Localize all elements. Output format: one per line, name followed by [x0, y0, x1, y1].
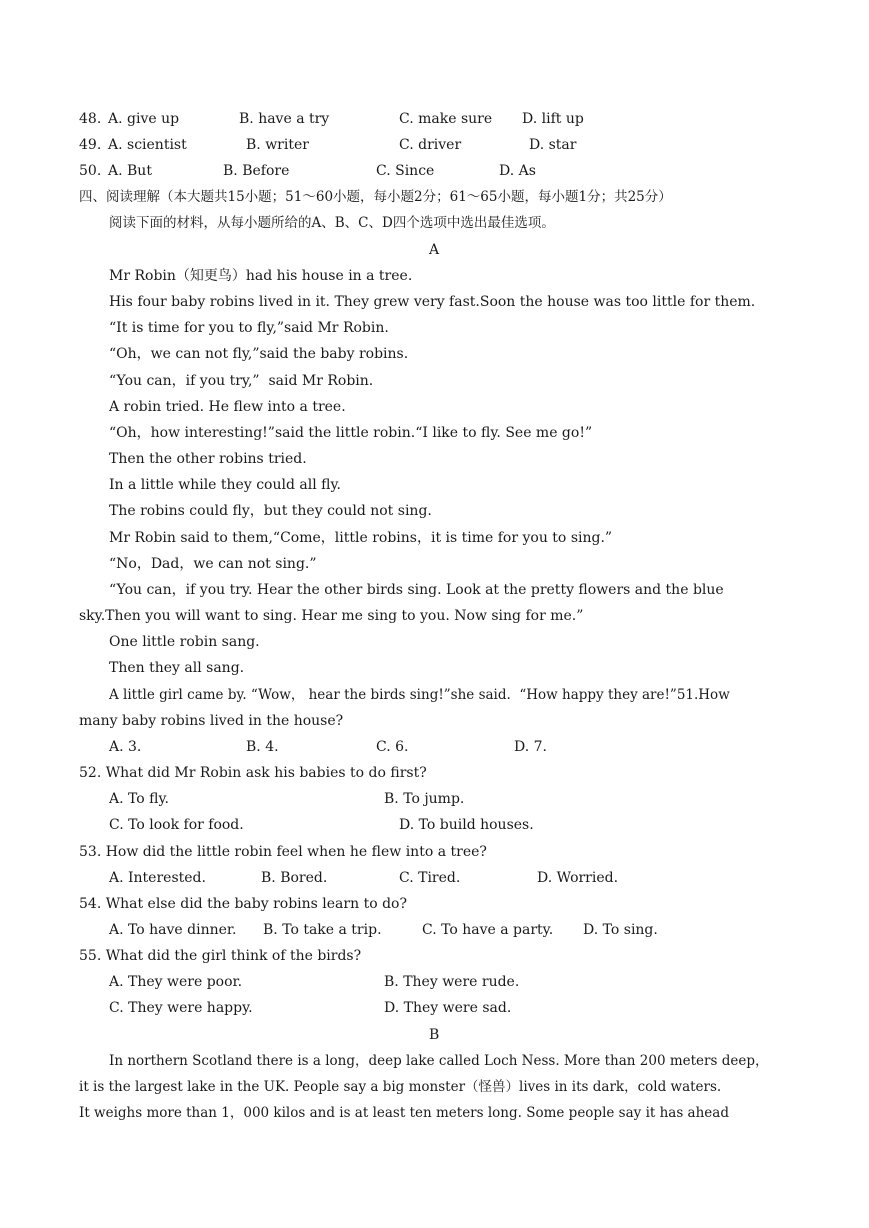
option-c: C. Since	[376, 163, 435, 179]
passage-line: Then they all sang.	[109, 660, 245, 676]
passage-line: In northern Scotland there is a long，deep lake called Loch Ness. More than 200 meters deep，	[109, 1053, 769, 1069]
option-c: C. To look for food.	[109, 817, 244, 833]
option-a: A. give up	[108, 111, 180, 127]
option-b: B. writer	[246, 137, 309, 153]
option-c: C. To have a party.	[422, 922, 554, 938]
passage-line: “Oh，how interesting!”said the little robin.“I like to fly. See me go!”	[109, 425, 593, 441]
passage-a-label: A	[429, 242, 440, 258]
passage-line: A robin tried. He flew into a tree.	[109, 399, 346, 415]
option-b: B. have a try	[239, 111, 330, 127]
option-c: C. They were happy.	[109, 1000, 253, 1016]
option-a: A. To have dinner.	[109, 922, 237, 938]
question-stem: 55. What did the girl think of the birds?	[79, 948, 362, 964]
section-instruction: 阅读下面的材料，从每小题所给的A、B、C、D四个选项中选出最佳选项。	[109, 215, 555, 231]
question-number: 48.	[79, 111, 102, 127]
passage-line: “You can，if you try,” said Mr Robin.	[109, 373, 374, 389]
question-stem: 52. What did Mr Robin ask his babies to do first?	[79, 765, 427, 781]
passage-line: Mr Robin（知更鸟）had his house in a tree.	[109, 268, 413, 284]
option-b: B. They were rude.	[384, 974, 520, 990]
passage-line: In a little while they could all fly.	[109, 477, 341, 493]
passage-line: it is the largest lake in the UK. People say a big monster（怪兽）lives in its dark，cold waters.	[79, 1079, 722, 1095]
passage-line: The robins could fly，but they could not sing.	[109, 503, 432, 519]
option-c: C. make sure	[399, 111, 493, 127]
option-a: A. scientist	[108, 137, 187, 153]
passage-line: “No，Dad，we can not sing.”	[109, 556, 317, 572]
section-heading: 四、阅读理解（本大题共15小题；51～60小题，每小题2分；61～65小题，每小题1分；共25分）	[79, 189, 672, 205]
passage-line: Then the other robins tried.	[109, 451, 307, 467]
question-number: 50.	[79, 163, 102, 179]
option-a: A. Interested.	[109, 870, 206, 886]
option-d: D. star	[529, 137, 577, 153]
passage-line: “Oh，we can not fly,”said the baby robins.	[109, 346, 409, 362]
passage-line: His four baby robins lived in it. They grew very fast.Soon the house was too little for them.	[109, 294, 756, 310]
option-d: D. To sing.	[583, 922, 658, 938]
question-stem: 53. How did the little robin feel when he flew into a tree?	[79, 844, 487, 860]
passage-line: “You can，if you try. Hear the other birds sing. Look at the pretty flowers and the blue	[109, 582, 724, 598]
option-d: D. lift up	[522, 111, 584, 127]
option-b: B. Before	[223, 163, 290, 179]
passage-line: It weighs more than 1，000 kilos and is at least ten meters long. Some people say it has ahead	[79, 1105, 729, 1121]
option-b: B. To jump.	[384, 791, 465, 807]
question-number: 49.	[79, 137, 102, 153]
option-d: D. To build houses.	[399, 817, 534, 833]
option-a: A. They were poor.	[109, 974, 243, 990]
option-d: D. Worried.	[537, 870, 619, 886]
question-stem: 54. What else did the baby robins learn to do?	[79, 896, 407, 912]
option-a: A. 3.	[109, 739, 142, 755]
passage-b-label: B	[429, 1027, 440, 1043]
option-b: B. To take a trip.	[263, 922, 382, 938]
option-d: D. 7.	[514, 739, 547, 755]
passage-line: many baby robins lived in the house?	[79, 713, 344, 729]
passage-line: “It is time for you to fly,”said Mr Robin.	[109, 320, 389, 336]
option-b: B. 4.	[246, 739, 279, 755]
passage-line: Mr Robin said to them,“Come，little robins，it is time for you to sing.”	[109, 530, 613, 546]
option-d: D. They were sad.	[384, 1000, 512, 1016]
option-a: A. But	[108, 163, 152, 179]
passage-line: A little girl came by. “Wow， hear the birds sing!”she said. “How happy they are!”51.How	[109, 687, 730, 703]
passage-line: sky.Then you will want to sing. Hear me sing to you. Now sing for me.”	[79, 608, 584, 624]
passage-line: One little robin sang.	[109, 634, 260, 650]
option-c: C. 6.	[376, 739, 409, 755]
option-b: B. Bored.	[261, 870, 328, 886]
option-c: C. driver	[399, 137, 462, 153]
option-d: D. As	[499, 163, 536, 179]
option-a: A. To fly.	[109, 791, 169, 807]
option-c: C. Tired.	[399, 870, 461, 886]
